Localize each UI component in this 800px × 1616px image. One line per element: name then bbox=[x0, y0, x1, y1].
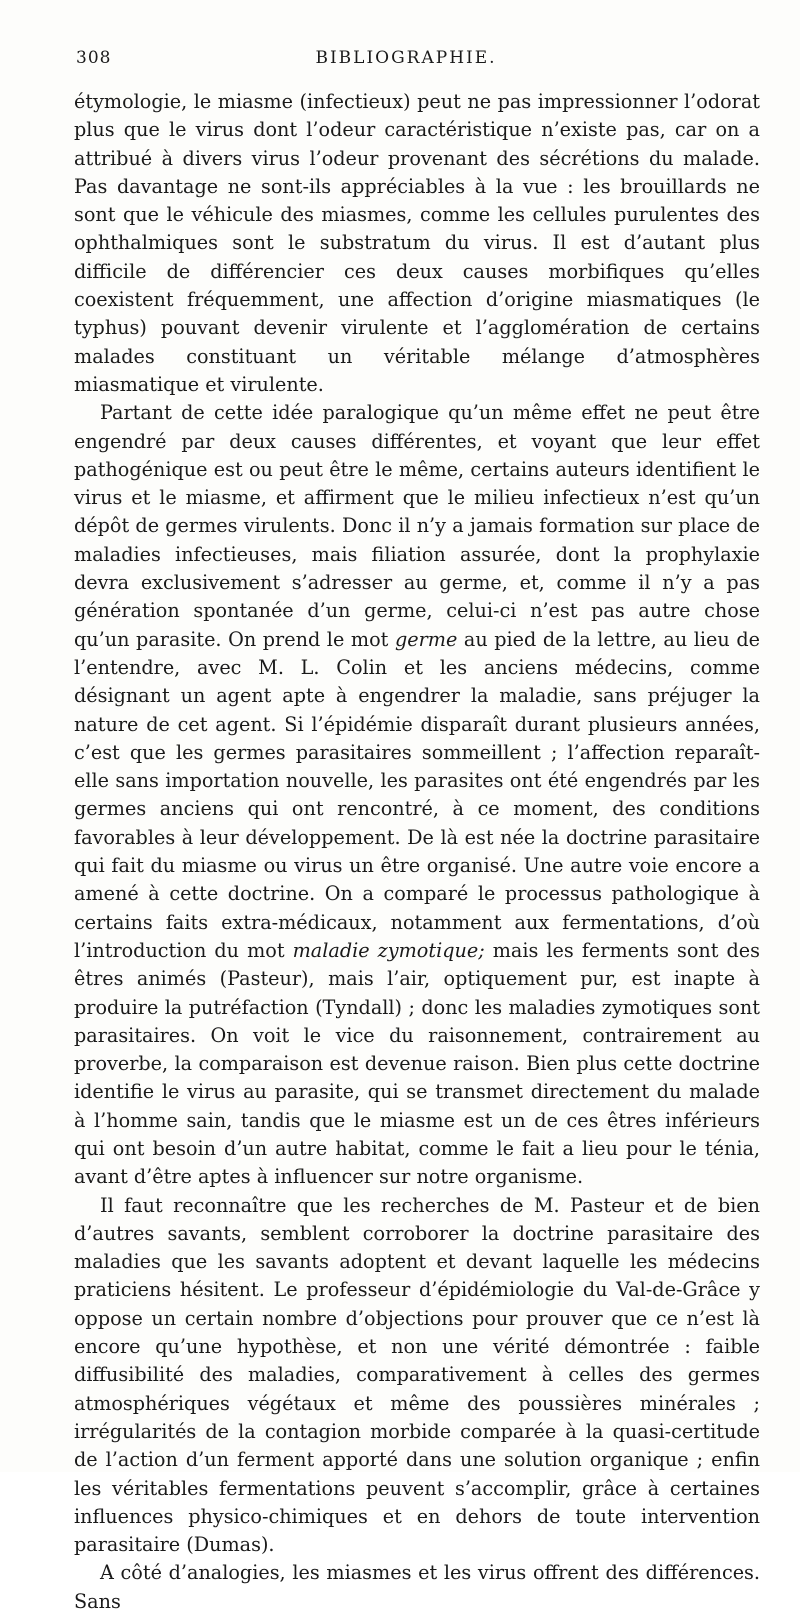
paragraph-text: au pied de la lettre, au lieu de l’entendre, avec M. L. Colin et les anciens médecins, comme désignant un agent apte à engendrer la maladie, sans préjuger la nature de cet agent. Si l’épidémie disparaît durant plusieurs années, c’est que les germes parasitaires sommeillent ; l’affection reparaît-elle sans importation nouvelle, les parasites ont été engendrés par les germes anciens qui ont rencontré, à ce moment, des conditions favorables à leur développement. De là est née la doctrine parasitaire qui fait du miasme ou virus un être organisé. Une autre voie encore a amené à cette doctrine. On a comparé le processus pathologique à certains faits extra-médicaux, notamment aux fermentations, d’où l’introduction du mot bbox=[74, 627, 760, 962]
page-number: 308 bbox=[76, 48, 112, 68]
paragraph-3 bbox=[74, 1192, 760, 1560]
paragraph-text: Il faut reconnaître que les recherches de M. Pasteur et de bien d’autres savants, semblent corroborer la doctrine parasitaire des maladies que les savants adoptent et devant laquelle les médecins praticiens hésitent. Le professeur d’épidémiologie du Val-de-Grâce y oppose un certain nombre d’objections pour prouver que ce n’est là encore qu’une hypothèse, et non une vérité démontrée : faible diffusibilité des maladies, comparativement à celles des germes atmosphériques végétaux et même des poussières minérales ; irrégularités de la contagion morbide comparée à la quasi-certitude de l’action d’un ferment apporté dans une solution organique ; enfin les véritables fermentations peuvent s’accomplir, grâce à certaines influences physico-chimiques et en dehors de toute intervention parasitaire (Dumas). bbox=[74, 1193, 760, 1557]
paragraph-text: A côté d’analogies, les miasmes et les virus offrent des différences. Sans bbox=[74, 1561, 760, 1613]
italic-term-maladie-zymotique: maladie zymotique; bbox=[292, 938, 485, 962]
running-head bbox=[76, 48, 736, 78]
paragraph-4 bbox=[74, 1559, 760, 1616]
paragraph-2 bbox=[74, 399, 760, 1191]
paragraph-text: mais les ferments sont des êtres animés (Pasteur), mais l’air, optiquement pur, est inapte à produire la putréfaction (Tyndall) ; donc les maladies zymotiques sont parasitaires. On voit le vice du raisonnement, contrairement au proverbe, la comparaison est devenue raison. Bien plus cette doctrine identifie le virus au parasite, qui se transmet directement du malade à l’homme sain, tandis que le miasme est un de ces êtres inférieurs qui ont besoin d’un autre habitat, comme le fait a lieu pour le ténia, avant d’être aptes à influencer sur notre organisme. bbox=[74, 938, 761, 1189]
paragraph-text: étymologie, le miasme (infectieux) peut ne pas impressionner l’odorat plus que le virus dont l’odeur caractéristique n’existe pas, car on a attribué à divers virus l’odeur provenant des sécrétions du malade. Pas davantage ne sont-ils appréciables à la vue : les brouillards ne sont que le véhicule des miasmes, comme les cellules purulentes des ophthalmiques sont le substratum du virus. Il est d’autant plus difficile de différencier ces deux causes morbifiques qu’elles coexistent fréquemment, une affection d’origine miasmatiques (le typhus) pouvant devenir virulente et l’agglomération de certains malades constituant un véritable mélange d’atmosphères miasmatique et virulente. bbox=[74, 90, 760, 396]
italic-term-germe: germe bbox=[394, 627, 458, 651]
running-head-title: BIBLIOGRAPHIE. bbox=[315, 48, 497, 68]
paragraph-text: Partant de cette idée paralogique qu’un même effet ne peut être engendré par deux causes différentes, et voyant que leur effet pathogénique est ou peut être le même, certains auteurs identifient le virus et le miasme, et affirment que le milieu infectieux n’est qu’un dépôt de germes virulents. Donc il n’y a jamais formation sur place de maladies infectieuses, mais filiation assurée, dont la prophylaxie devra exclusivement s’adresser au germe, et, comme il n’y a pas génération spontanée d’un germe, celui-ci n’est pas autre chose qu’un parasite. On prend le mot bbox=[74, 401, 760, 651]
paragraph-1 bbox=[74, 88, 760, 399]
body-text bbox=[74, 88, 760, 1616]
